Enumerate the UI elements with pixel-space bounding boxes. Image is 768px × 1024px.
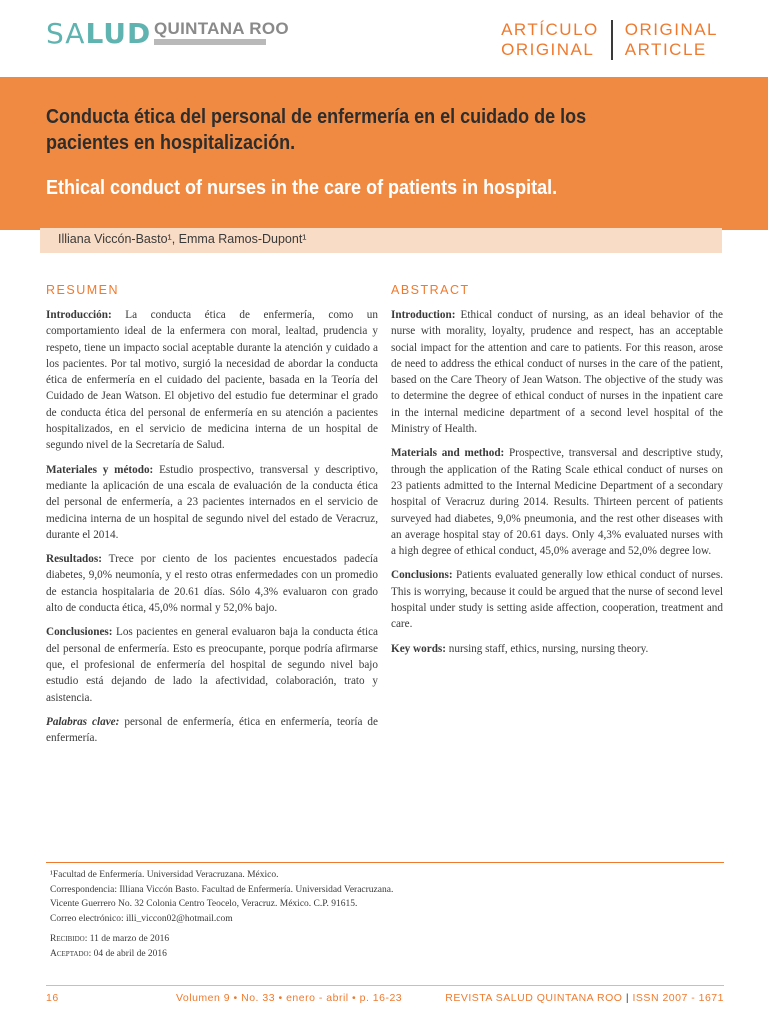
resumen-column bbox=[46, 283, 378, 754]
abstract-heading: ABSTRACT bbox=[391, 283, 470, 297]
journal-info: REVISTA SALUD QUINTANA ROO | ISSN 2007 - 1671 bbox=[445, 992, 724, 1004]
footer-rule bbox=[46, 985, 724, 986]
resumen-resultados: Resultados: Trece por ciento de los pacientes encuestados padecía diabetes, 9,0% neumonía, y el resto otras enfermedades con un promedio de estancia hospitalaria de 20.61 días. Sólo 4,3% evaluaron con grado alto de conducta ética, 45,0% normal y 52,0% bajo. bbox=[46, 553, 378, 615]
title-english: Ethical conduct of nurses in the care of patients in hospital. bbox=[46, 177, 558, 199]
title-spanish: Conducta ética del personal de enfermería en el cuidado de los pacientes en hospitalización. bbox=[46, 106, 587, 154]
abstract-introduction: Introduction: Ethical conduct of nursing, as an ideal behavior of the nurse with morality, loyalty, prudence and respect, has an acceptable social impact for the attention and care to patients. For this reason, arose de need to address the ethical conduct of nurses in the care of the patient, based on the Care Theory of Jean Watson. The objective of the study was to determine the degree of ethical conduct of nurses in the inpatient care in the internal medicine department of a second level hospital of the Ministry of Health. bbox=[391, 309, 723, 436]
abstract-keywords: Key words: nursing staff, ethics, nursing, nursing theory. bbox=[391, 642, 649, 655]
page-number: 16 bbox=[46, 992, 59, 1004]
email: Correo electrónico: illi_viccon02@hotmail.com bbox=[50, 913, 233, 924]
footnotes bbox=[50, 868, 730, 961]
article-type-en: ORIGINAL ARTICLE bbox=[624, 20, 718, 59]
logo-quintana-roo: QUINTANA ROO bbox=[154, 19, 289, 38]
abstract-methods: Materials and method: Prospective, transversal and descriptive study, through the application of the Rating Scale ethical conduct of nurses on 23 patients admitted to the Internal Medicine Department of a secondary hospital of Veracruz during 2014. Results. Thirteen percent of patients surveyed had diabetes, 9,0% pneumonia, and the rest other diseases with an average hospital stay of 20.61 days. Only 4,3% evaluated nurses with a high degree of ethical conduct, 45,0% average and 52,0% degree low. bbox=[391, 447, 723, 558]
logo-salud: SALUD bbox=[46, 17, 152, 50]
logo-underline bbox=[154, 39, 266, 45]
resumen-introduccion: Introducción: La conducta ética de enfermería, como un comportamiento ideal de la enfermera con moral, lealtad, prudencia y respeto, tiene un impacto social aceptable durante la atención y cuidado a los pacientes. Por tal motivo, surgió la necesidad de abordar la conducta ética de enfermería en el cuidado del paciente, basada en la Teoría del Cuidado de Jean Watson. El objetivo del estudio fue determinar el grado de conducta ética del personal de enfermería en su atención a pacientes hospitalizados, en el servicio de medicina interna de un hospital de segundo nivel de la Secretaría de Salud. bbox=[46, 309, 378, 452]
article-type-es: ARTÍCULO ORIGINAL bbox=[501, 20, 599, 59]
received: Recibido: 11 de marzo de 2016 bbox=[50, 934, 170, 944]
affiliation: ¹Facultad de Enfermería. Universidad Veracruzana. México. bbox=[50, 870, 279, 880]
resumen-heading: RESUMEN bbox=[46, 283, 120, 297]
footnote-rule bbox=[46, 862, 724, 863]
article-type bbox=[489, 20, 730, 60]
accepted: Aceptado: 04 de abril de 2016 bbox=[50, 948, 167, 959]
abstract-column bbox=[391, 283, 723, 665]
abstract-conclusions: Conclusions: Patients evaluated generally low ethical conduct of nurses. This is worrying, because it could be argued that the nurse of second level hospital under study is setting aside affection, cooperation, treatment and care. bbox=[391, 569, 723, 631]
resumen-metodo: Materiales y método: Estudio prospectivo, transversal y descriptivo, mediante la aplicación de una escala de evaluación de la conducta ética del personal de enfermería, a 23 pacientes internados en el servicio de medicina interna de un hospital de segundo nivel del estado de Veracruz, durante el 2014. bbox=[46, 463, 378, 541]
resumen-conclusiones: Conclusiones: Los pacientes en general evaluaron baja la conducta ética del personal de enfermería. Esto es preocupante, porque podría afirmarse que, el profesional de enfermería del hospital de segundo nivel bajo estudio está dejando de lado la afectividad, colaboración, trato y asistencia. bbox=[46, 626, 378, 704]
volume-info: Volumen 9 • No. 33 • enero - abril • p. 16-23 bbox=[176, 992, 403, 1004]
resumen-palabras-clave: Palabras clave: personal de enfermería, ética en enfermería, teoría de enfermería. bbox=[46, 715, 378, 745]
address: Vicente Guerrero No. 32 Colonia Centro Teocelo, Veracruz. México. C.P. 91615. bbox=[50, 899, 358, 909]
authors: Illiana Viccón-Basto¹, Emma Ramos-Dupont¹ bbox=[58, 232, 307, 246]
correspondence: Correspondencia: Illiana Viccón Basto. Facultad de Enfermería. Universidad Veracruzana. bbox=[50, 884, 394, 895]
